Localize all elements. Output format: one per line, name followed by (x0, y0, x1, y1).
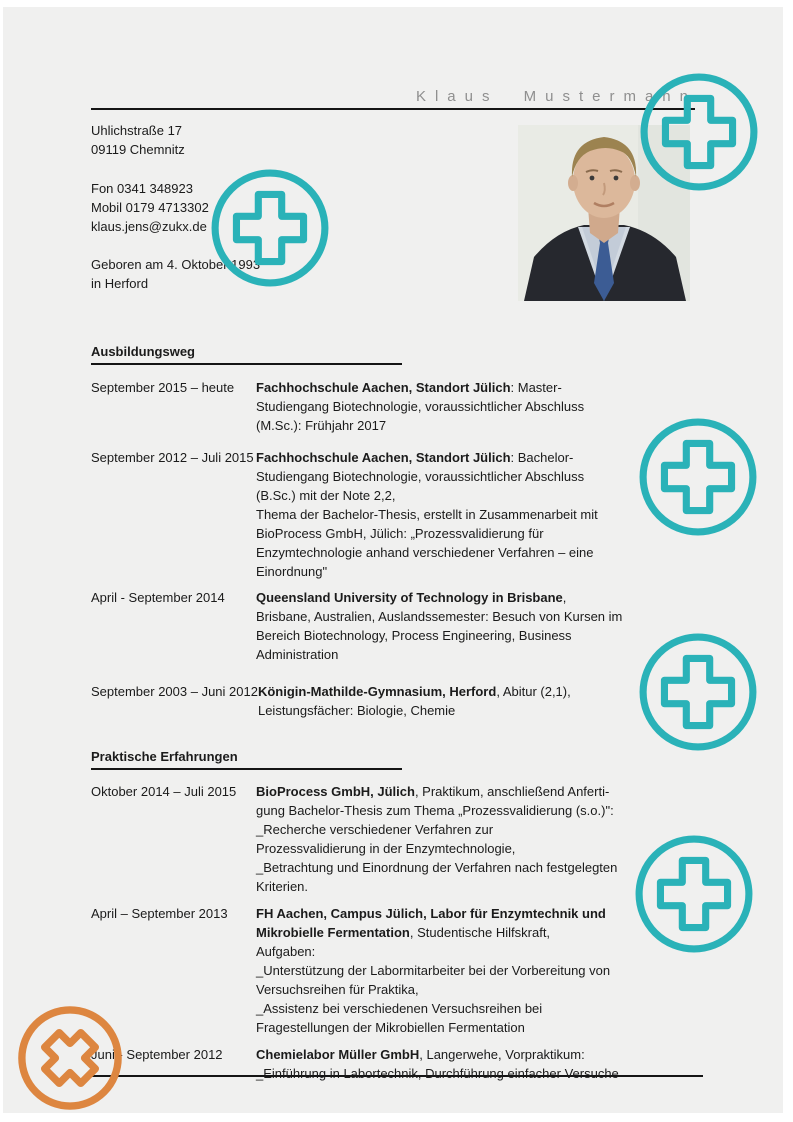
entry-line: (M.Sc.): Frühjahr 2017 (256, 418, 387, 433)
entry-line: (B.Sc.) mit der Note 2,2, (256, 488, 396, 503)
entry-line: Fachhochschule Aachen, Standort Jülich: Bachelor- (256, 450, 574, 465)
mobile-line: Mobil 0179 4713302 (91, 200, 209, 215)
entry-line: Fachhochschule Aachen, Standort Jülich: Master- (256, 380, 562, 395)
birth-line: Geboren am 4. Oktober 1993 (91, 257, 261, 272)
entry-line: Fragestellungen der Mikrobiellen Fermentation (256, 1020, 525, 1035)
entry-line: Chemielabor Müller GmbH, Langerwehe, Vorpraktikum: (256, 1047, 585, 1062)
cv-page (3, 7, 783, 1113)
entry-description (258, 682, 698, 720)
entry-description (256, 1045, 696, 1083)
entry-line: Königin-Mathilde-Gymnasium, Herford, Abitur (2,1), (257, 684, 571, 699)
entry-line: Mikrobielle Fermentation, Studentische Hilfskraft, (256, 925, 551, 940)
cv-entry (91, 782, 696, 896)
entry-line: _Einführung in Labortechnik, Durchführung einfacher Versuche (256, 1066, 619, 1081)
section-heading: Praktische Erfahrungen (91, 748, 402, 770)
entry-line: Leistungsfächer: Biologie, Chemie (257, 703, 456, 718)
birth-place: in Herford (91, 276, 149, 291)
entry-line: Queensland University of Technology in Brisbane, (256, 590, 567, 605)
entry-description (256, 782, 696, 896)
cv-entry (91, 588, 696, 664)
entry-date: September 2003 – Juni 2012 (91, 684, 258, 699)
entry-line: Administration (256, 647, 339, 662)
entry-line: Enzymtechnologie anhand verschiedener Verfahren – eine (256, 545, 594, 560)
entry-line: Prozessvalidierung in der Enzymtechnologie, (256, 841, 516, 856)
entry-line: Kriterien. (256, 879, 309, 894)
entry-line: _Betrachtung und Einordnung der Verfahren nach festgelegten (256, 860, 618, 875)
address-city: 09119 Chemnitz (91, 142, 185, 157)
entry-line: Bereich Biotechnology, Process Engineering, Business (256, 628, 572, 643)
entry-date: April - September 2014 (91, 590, 225, 605)
entry-line: Brisbane, Australien, Auslandssemester: Besuch von Kursen im (256, 609, 623, 624)
entry-description (256, 448, 696, 581)
entry-description (256, 904, 696, 1037)
entry-line: Versuchsreihen für Praktika, (256, 982, 419, 997)
entry-description (256, 378, 696, 435)
entry-date: April – September 2013 (91, 906, 228, 921)
entry-line: Studiengang Biotechnologie, voraussichtlicher Abschluss (256, 469, 585, 484)
phone-line: Fon 0341 348923 (91, 181, 193, 196)
cv-entry (91, 448, 696, 581)
entry-date: September 2015 – heute (91, 380, 235, 395)
entry-line: FH Aachen, Campus Jülich, Labor für Enzymtechnik und (256, 906, 606, 921)
entry-line: BioProcess GmbH, Jülich: „Prozessvalidierung für (256, 526, 544, 541)
header-divider (91, 108, 695, 110)
portrait-photo (518, 125, 690, 301)
entry-date: Juni - September 2012 (91, 1047, 223, 1062)
entry-description (256, 588, 696, 664)
cv-entry (91, 378, 696, 435)
entry-line: BioProcess GmbH, Jülich, Praktikum, anschließend Anferti- (256, 784, 610, 799)
address-line: Uhlichstraße 17 (91, 123, 183, 138)
entry-line: _Recherche verschiedener Verfahren zur (256, 822, 494, 837)
cv-entry (91, 682, 698, 720)
cv-entry (91, 1045, 696, 1083)
entry-line: _Unterstützung der Labormitarbeiter bei der Vorbereitung von (256, 963, 611, 978)
contact-block (91, 121, 421, 293)
entry-line: Einordnung" (256, 564, 328, 579)
email-line: klaus.jens@zukx.de (91, 219, 207, 234)
cv-entry (91, 904, 696, 1037)
entry-line: Aufgaben: (256, 944, 316, 959)
entry-date: September 2012 – Juli 2015 (91, 450, 254, 465)
section-heading: Ausbildungsweg (91, 343, 402, 365)
applicant-name: Klaus Mustermann (415, 88, 697, 105)
entry-line: Thema der Bachelor-Thesis, erstellt in Zusammenarbeit mit (256, 507, 598, 522)
entry-line: gung Bachelor-Thesis zum Thema „Prozessvalidierung (s.o.)": (256, 803, 614, 818)
entry-line: _Assistenz bei verschiedenen Versuchsreihen bei (256, 1001, 543, 1016)
entry-date: Oktober 2014 – Juli 2015 (91, 784, 237, 799)
entry-line: Studiengang Biotechnologie, voraussichtlicher Abschluss (256, 399, 585, 414)
